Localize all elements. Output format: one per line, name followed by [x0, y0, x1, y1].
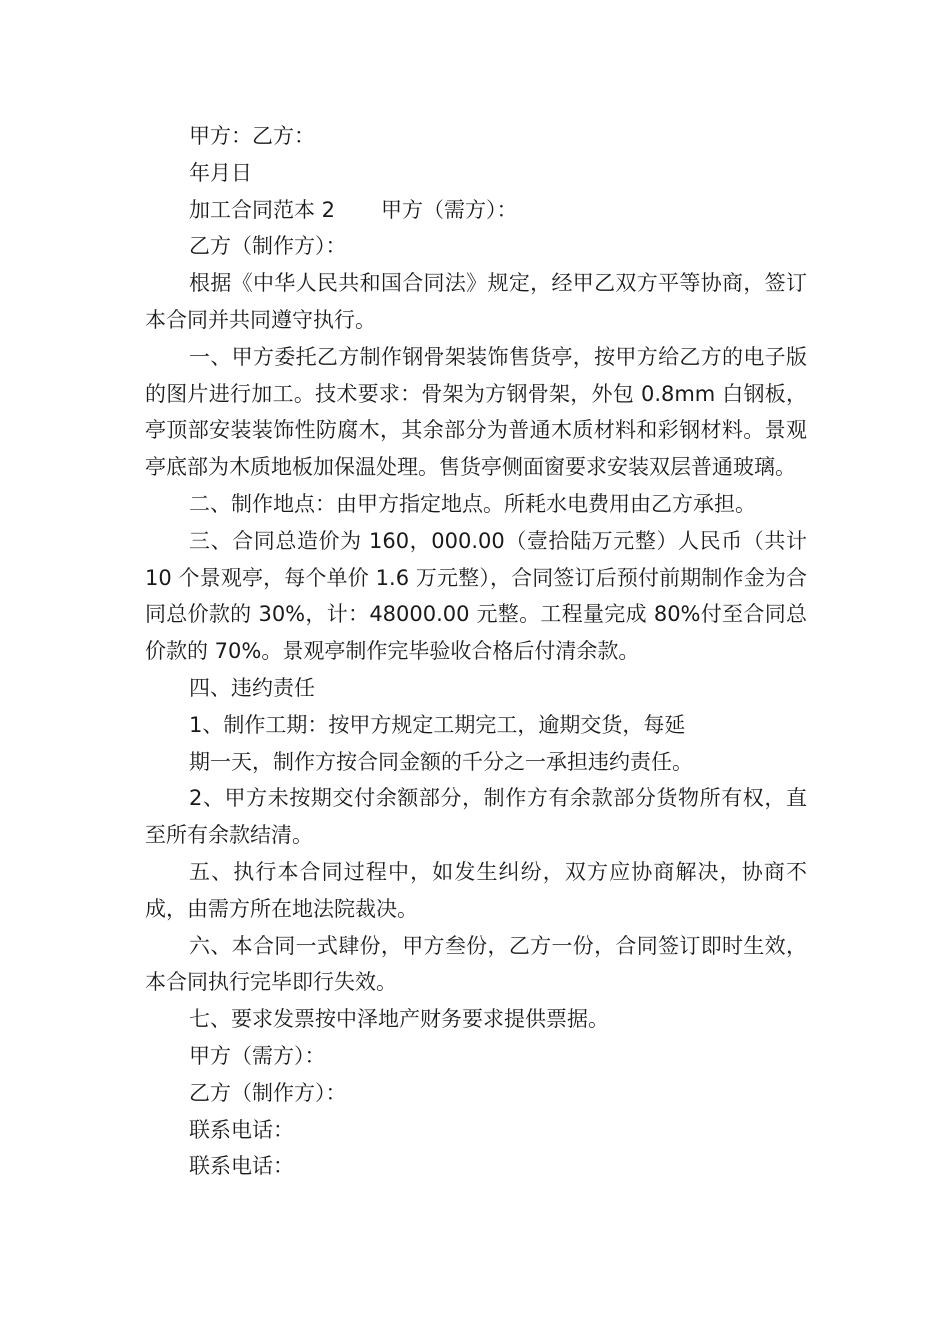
clause-4-item-1-continued: 期一天，制作方按合同金额的千分之一承担违约责任。 — [189, 749, 693, 774]
party-b-label: 乙方（制作方）： — [189, 234, 347, 259]
signature-line-parties: 甲方：乙方： — [189, 124, 315, 148]
contract-title: 加工合同范本 2 — [189, 197, 336, 222]
clause-1-paragraph: 一、甲方委托乙方制作钢骨架装饰售货亭，按甲方给乙方的电子版的图片进行加工。技术要求：骨架为方钢骨架，外包 0.8mm 白钢板，亭顶部安装装饰性防腐木，其余部分为普通木质材料和彩钢材料。景观亭底部为木质地板加保温处理。售货亭侧面窗要求安装双层普通玻璃。 — [145, 344, 807, 480]
preamble-paragraph: 根据《中华人民共和国合同法》规定，经甲乙双方平等协商，签订本合同并共同遵守执行。 — [145, 271, 807, 332]
clause-4-item-1: 1、制作工期：按甲方规定工期完工，逾期交货，每延 — [189, 712, 686, 737]
contact-phone-a: 联系电话： — [189, 1117, 294, 1142]
clause-6-paragraph: 六、本合同一式肆份，甲方叁份，乙方一份，合同签订即时生效，本合同执行完毕即行失效。 — [145, 933, 807, 995]
clause-2-paragraph: 二、制作地点：由甲方指定地点。所耗水电费用由乙方承担。 — [189, 491, 756, 516]
contract-title-line — [145, 192, 807, 229]
contact-phone-b: 联系电话： — [189, 1154, 294, 1179]
clause-5-paragraph: 五、执行本合同过程中，如发生纠纷，双方应协商解决，协商不成，由需方所在地法院裁决。 — [145, 859, 807, 921]
clause-7-paragraph: 七、要求发票按中泽地产财务要求提供票据。 — [189, 1007, 609, 1032]
clause-3-paragraph: 三、合同总造价为 160，000.00（壹拾陆万元整）人民币（共计 10 个景观亭，每个单价 1.6 万元整），合同签订后预付前期制作金为合同总价款的 30%，计：48000.00 元整。工程量完成 80%付至合同总价款的 70%。景观亭制作完毕验收合格后付清余款。 — [145, 528, 807, 664]
party-a-label: 甲方（需方）： — [381, 197, 518, 222]
clause-4-item-2: 2、甲方未按期交付余额部分，制作方有余款部分货物所有权，直至所有余款结清。 — [145, 786, 807, 848]
contract-body — [145, 118, 807, 1185]
date-line: 年月日 — [189, 160, 252, 185]
clause-4-heading: 四、违约责任 — [189, 675, 315, 700]
signature-party-b: 乙方（制作方）： — [189, 1080, 347, 1105]
signature-party-a: 甲方（需方）： — [189, 1043, 326, 1068]
